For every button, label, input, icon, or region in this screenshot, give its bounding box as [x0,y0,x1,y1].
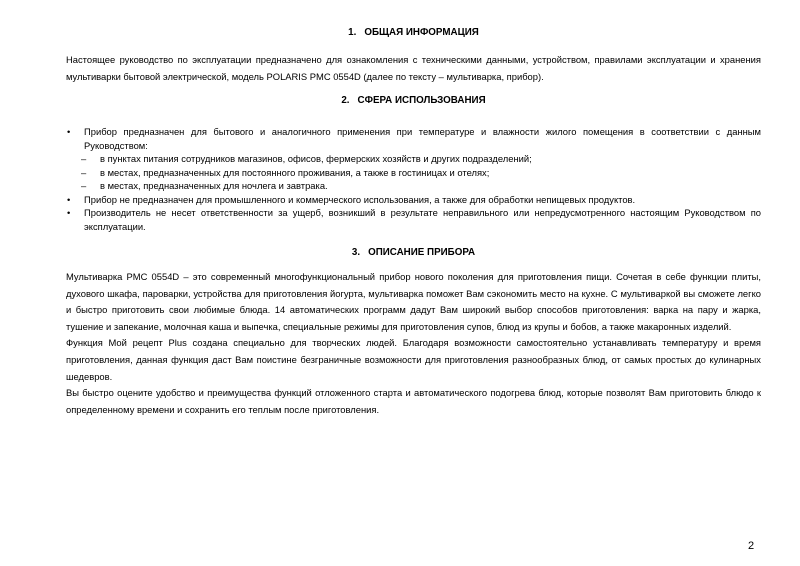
description-text [66,269,761,418]
section-paragraph: Функция Мой рецепт Plus создана специально для творческих людей. Благодаря возможности самостоятельно устанавливать температуру и время приготовления, данная функция даст Вам поистине безграничные возможности для приготовления разнообразных блюд, от самых простых до кулинарных шедевров. [66,337,761,382]
section-paragraph: Мультиварка PMC 0554D – это современный многофункциональный прибор нового поколения для приготовления пищи. Сочетая в себе функции плиты, духового шкафа, пароварки, устройства для приготовления йогурта, мультиварка поможет Вам сэкономить место на кухне. С мультиваркой вы сможете легко и быстро приготовить свои любимые блюда. 14 автоматических программ дадут Вам широкий выбор способов приготовления: варка на пару и жарка, тушение и запекание, молочная каша и выпечка, специальные режимы для приготовления супов, блюд из крупы и бобов, а также макаронных изделий. [66,271,761,332]
sub-list [81,152,761,193]
sub-list-item-text: в местах, предназначенных для ночлега и завтрака. [100,180,328,191]
list-item [66,206,761,233]
section-heading [66,246,761,259]
sub-list-item [66,179,761,193]
section-scope-of-use [66,94,761,107]
section-heading [66,94,761,107]
dash-marker: – [81,153,87,164]
list-item-text: Прибор предназначен для бытового и аналогичного применения при температуре и влажности жилого помещения в соответствии с данным Руководством: [84,126,761,151]
section-title: ОБЩАЯ ИНФОРМАЦИЯ [364,27,479,38]
sub-list-item-text: в пунктах питания сотрудников магазинов, офисов, фермерских хозяйств и других подразделений; [100,153,532,164]
section-number: 2. [341,95,350,106]
dash-marker: – [81,166,87,178]
sub-list-item-text: в местах, предназначенных для постоянного проживания, а также в гостиницах и отелях; [100,166,490,178]
section-title: СФЕРА ИСПОЛЬЗОВАНИЯ [357,95,486,106]
bullet-marker: • [67,193,71,205]
section-number: 1. [348,27,357,38]
sub-list-item [66,166,761,180]
section-title: ОПИСАНИЕ ПРИБОРА [368,247,476,258]
section-device-description [66,246,761,259]
section-heading [66,26,761,39]
list-item-text: Производитель не несет ответственности за ущерб, возникший в результате неправильного или непредусмотренного настоящим Руководством по эксплуатации. [84,207,761,232]
section-paragraph: Вы быстро оцените удобство и преимущества функций отложенного старта и автоматического подогрева блюд, которые позволят Вам приготовить блюдо к определенному времени и сохранить его теплым после приготовления. [66,387,761,415]
dash-marker: – [81,180,87,191]
list-item-text: Прибор не предназначен для промышленного и коммерческого использования, а также для обработки непищевых продуктов. [84,193,636,205]
sub-list-item [66,152,761,166]
section-number: 3. [351,247,361,258]
bullet-marker: • [67,126,71,137]
section-paragraph: Настоящее руководство по эксплуатации предназначено для ознакомления с техническими данными, устройством, правилами эксплуатации и хранения мультиварки бытовой электрической, модель POLARIS PMC 0554D (далее по тексту – мультиварка, прибор). [66,54,761,82]
page-number: 2 [748,540,755,552]
list-item [66,125,761,193]
bullet-list [66,125,761,233]
section-general-info [66,26,761,39]
list-item [66,193,761,207]
bullet-marker: • [67,207,71,218]
